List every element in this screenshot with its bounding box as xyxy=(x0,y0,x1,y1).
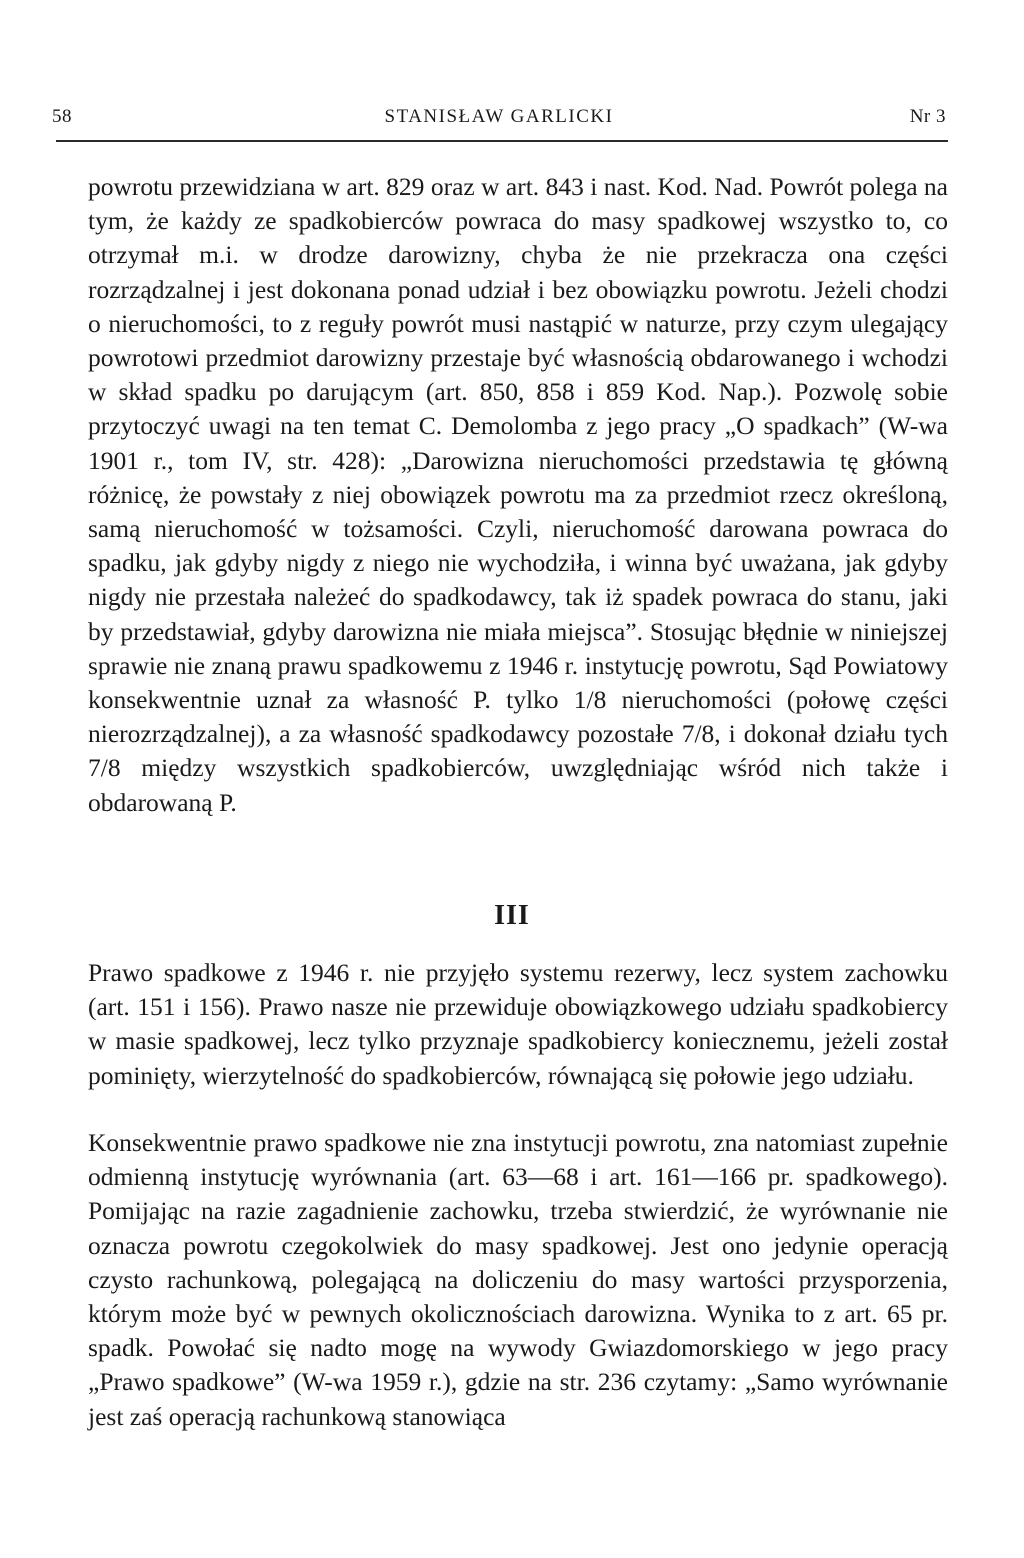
paragraph-3: Konsekwentnie prawo spadkowe nie zna instytucji powrotu, zna natomiast zupełnie odmienną instytucję wyrównania (art. 63—68 i art. 161—166 pr. spadkowego). Pomijając na razie zagadnienie zachowku, trzeba stwierdzić, że wyrównanie nie oznacza powrotu czegokolwiek do masy spadkowej. Jest ono jedynie operacją czysto rachunkową, polegającą na doliczeniu do masy wartości przysporzenia, którym może być w pewnych okolicznościach darowizna. Wynika to z art. 65 pr. spadk. Powołać się nadto mogę na wywody Gwiazdomorskiego w jego pracy „Prawo spadkowe” (W-wa 1959 r.), gdzie na str. 236 czytamy: „Samo wyrównanie jest zaś operacją rachunkową stanowiąca xyxy=(88,1128,948,1431)
paragraph-2: Prawo spadkowe z 1946 r. nie przyjęło systemu rezerwy, lecz system zachowku (art. 151 i 156). Prawo nasze nie przewiduje obowiązkowego udziału spadkobiercy w masie spadkowej, lecz tylko przyznaje spadkobiercy koniecznemu, jeżeli został pominięty, wierzytelność do spadkobierców, równającą się połowie jego udziału. xyxy=(88,958,948,1090)
running-header-author: STANISŁAW GARLICKI xyxy=(384,106,614,127)
section-heading: III xyxy=(494,900,530,931)
header-rule xyxy=(56,140,948,142)
running-header xyxy=(50,102,948,138)
paragraph-1: powrotu przewidziana w art. 829 oraz w art. 843 i nast. Kod. Nad. Powrót polega na tym, że każdy ze spadkobierców powraca do masy spadkowej wszystko to, co otrzymał m.i. w drodze darowizny, chyba że nie przekracza ona części rozrządzalnej i jest dokonana ponad udział i bez obowiązku powrotu. Jeżeli chodzi o nieruchomości, to z reguły powrót musi nastąpić w naturze, przy czym ulegający powrotowi przedmiot darowizny przestaje być własnością obdarowanego i wchodzi w skład spadku po darującym (art. 850, 858 i 859 Kod. Nap.). Pozwolę sobie przytoczyć uwagi na ten temat C. Demolomba z jego pracy „O spadkach” (W-wa 1901 r., tom IV, str. 428): „Darowizna nieruchomości przedstawia tę główną różnicę, że powstały z niej obowiązek powrotu ma za przedmiot rzecz określoną, samą nieruchomość w tożsamości. Czyli, nieruchomość darowana powraca do spadku, jak gdyby nigdy z niego nie wychodziła, i winna być uważana, jak gdyby nigdy nie przestała należeć do spadkodawcy, tak iż spadek powraca do stanu, jaki by przedstawiał, gdyby darowizna nie miała miejsca”. Stosując błędnie w niniejszej sprawie nie znaną prawu spadkowemu z 1946 r. instytucję powrotu, Sąd Powiatowy konsekwentnie uznał za własność P. tylko 1/8 nieruchomości (połowę części nierozrządzalnej), a za własność spadkodawcy pozostałe 7/8, i dokonał działu tych 7/8 między wszystkich spadkobierców, uwzględniając wśród nich także i obdarowaną P. xyxy=(88,172,948,817)
issue-number: Nr 3 xyxy=(909,106,946,127)
page-number: 58 xyxy=(52,106,72,127)
